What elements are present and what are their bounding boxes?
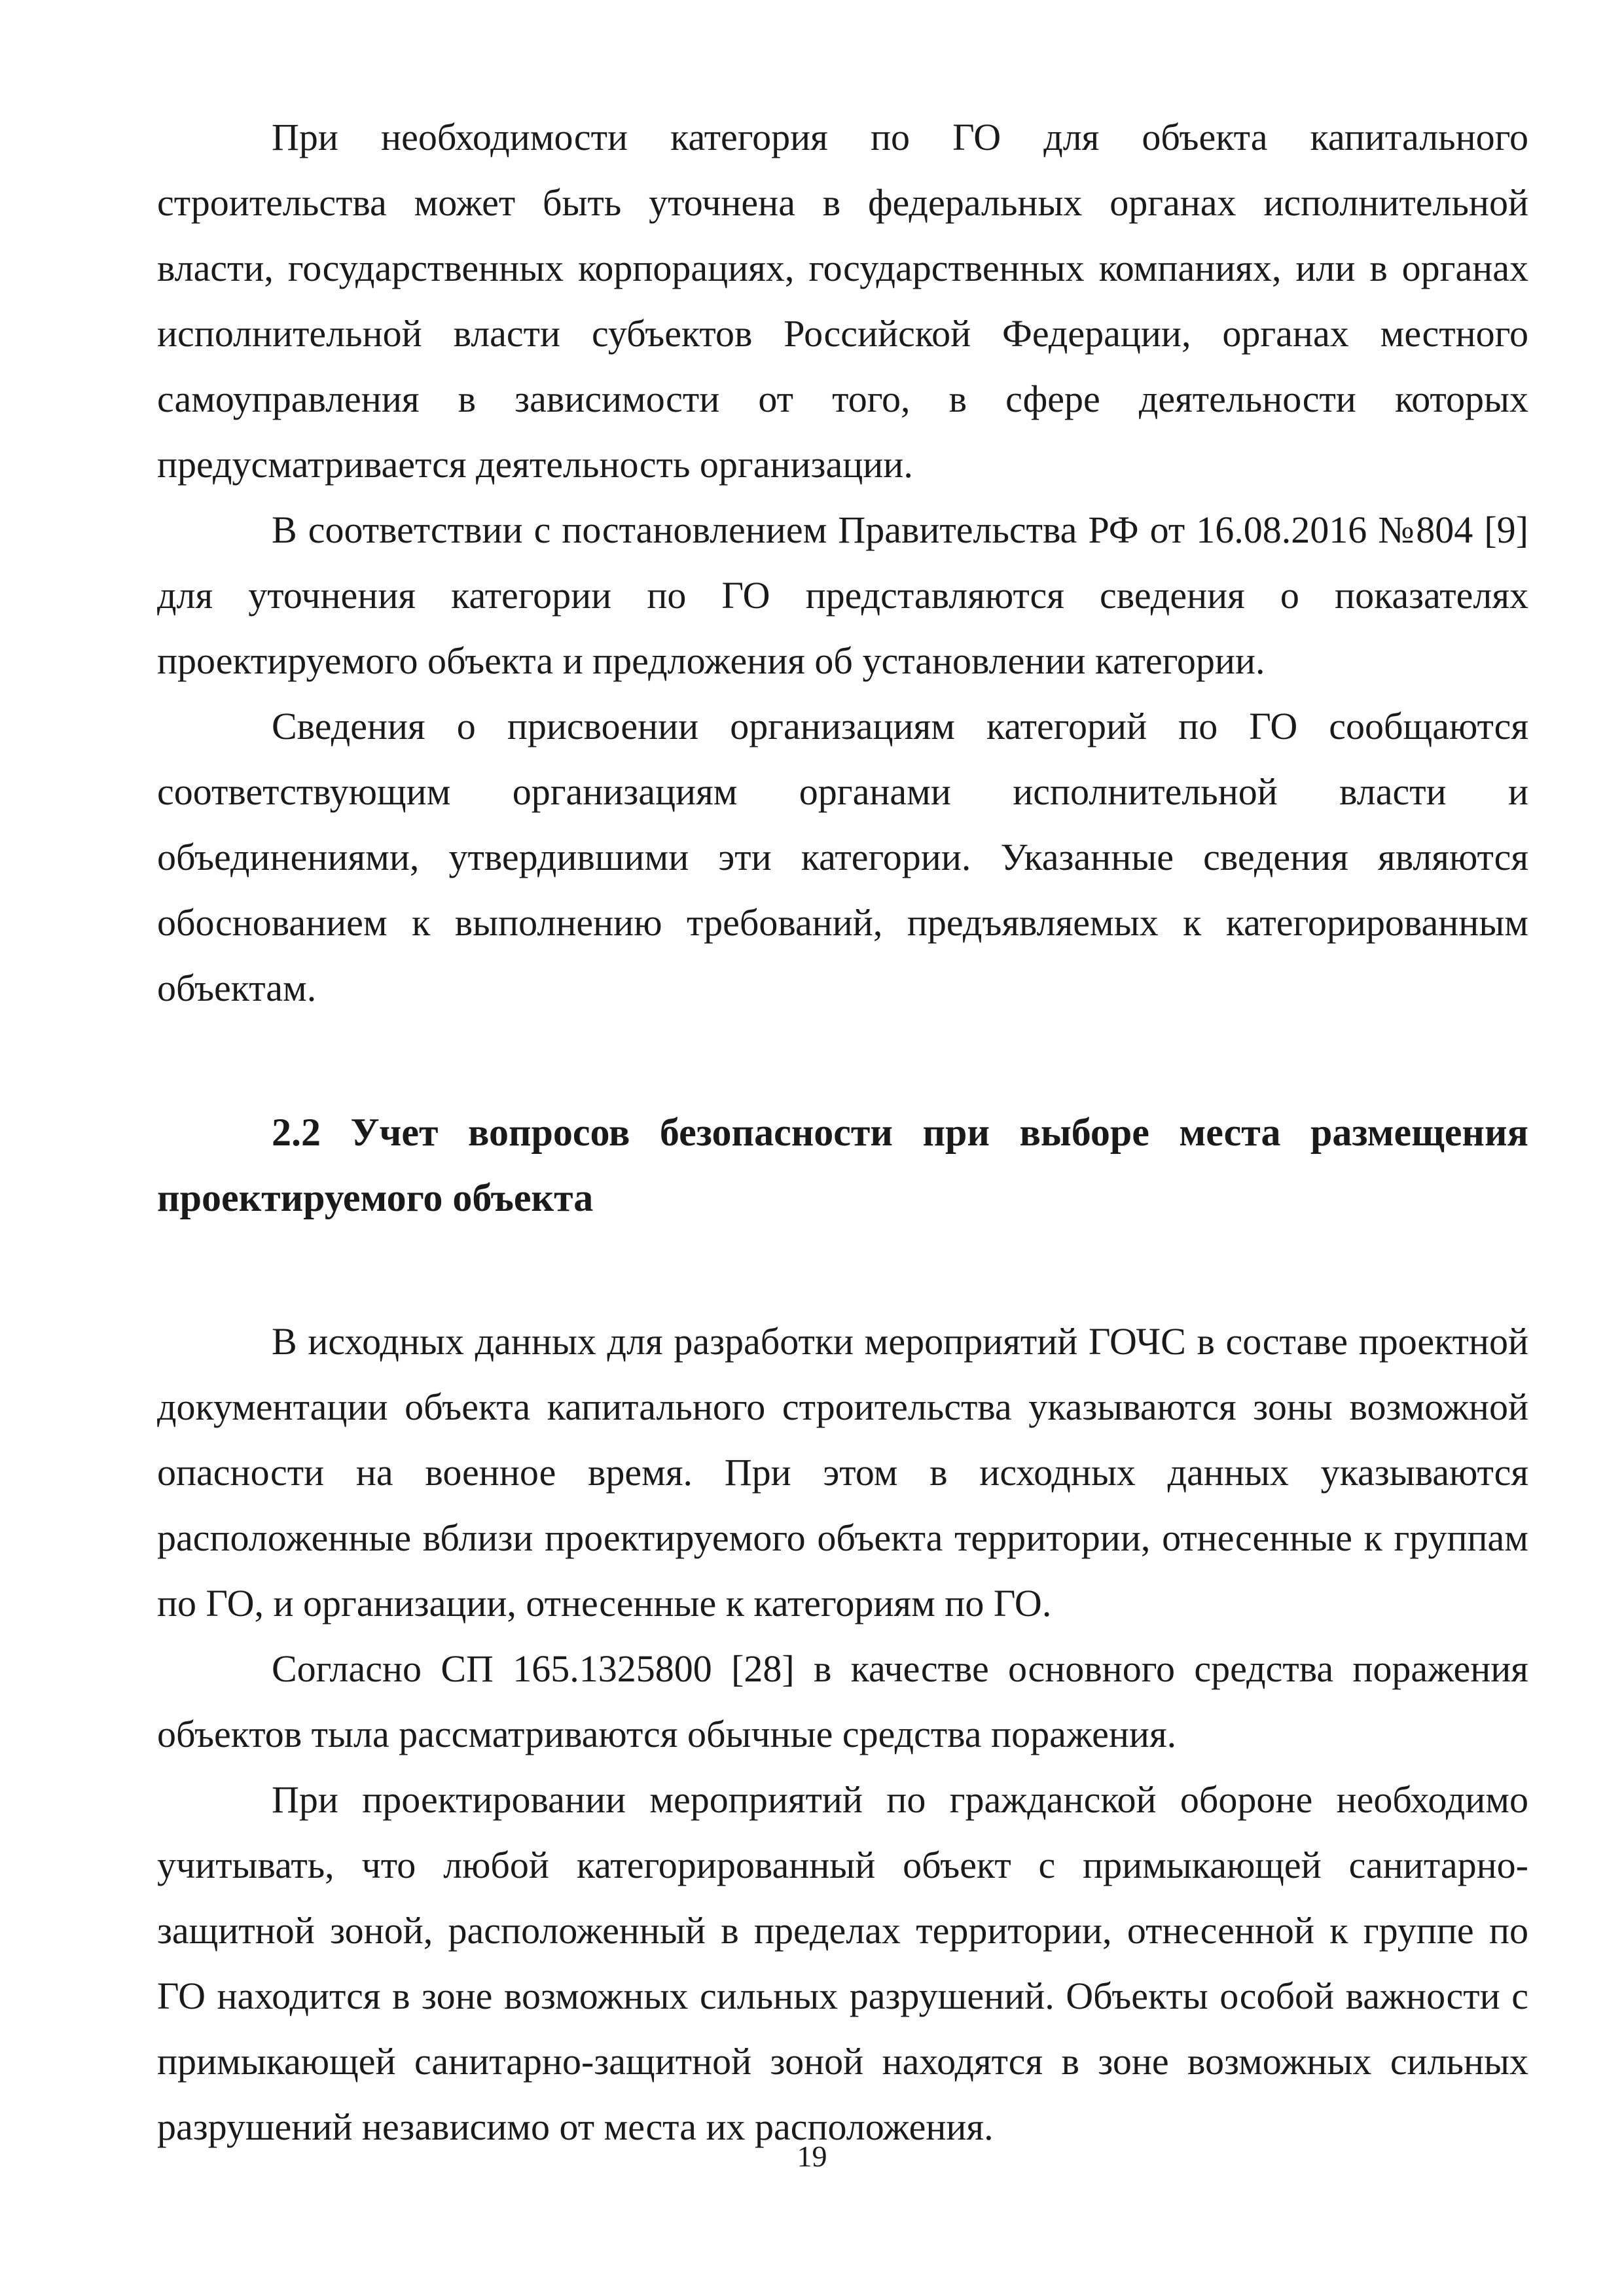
page-content bbox=[157, 105, 1528, 2160]
paragraph-initial-data: В исходных данных для разработки мероприятий ГОЧС в составе проектной документации объекта капитального строительства указываются зоны возможной опасности на военное время. При этом в исходных данных указываются расположенные вблизи проектируемого объекта территории, отнесенные к группам по ГО, и организации, отнесенные к категориям по ГО. bbox=[157, 1320, 1528, 1624]
section-heading: 2.2 Учет вопросов безопасности при выборе места размещения проектируемого объекта bbox=[157, 1111, 1528, 1219]
paragraph-design-considerations: При проектировании мероприятий по гражданской обороне необходимо учитывать, что любой категорированный объект с примыкающей санитарно-защитной зоной, расположенный в пределах территории, отнесенной к группе по ГО находится в зоне возможных сильных разрушений. Объекты особой важности с примыкающей санитарно-защитной зоной находятся в зоне возможных сильных разрушений независимо от места их расположения. bbox=[157, 1778, 1528, 2148]
paragraph-sp-reference: Согласно СП 165.1325800 [28] в качестве основного средства поражения объектов тыла рассматриваются обычные средства поражения. bbox=[157, 1647, 1528, 1755]
paragraph-category-notification: Сведения о присвоении организациям категорий по ГО сообщаются соответствующим организациям органами исполнительной власти и объединениями, утвердившими эти категории. Указанные сведения являются обоснованием к выполнению требований, предъявляемых к категорированным объектам. bbox=[157, 705, 1528, 1009]
page-number: 19 bbox=[797, 2140, 827, 2173]
paragraph-government-decree: В соответствии с постановлением Правительства РФ от 16.08.2016 №804 [9] для уточнения категории по ГО представляются сведения о показателях проектируемого объекта и предложения об установлении категории. bbox=[157, 509, 1528, 682]
paragraph-category-clarification: При необходимости категория по ГО для объекта капитального строительства может быть уточнена в федеральных органах исполнительной власти, государственных корпорациях, государственных компаниях, или в органах исполнительной власти субъектов Российской Федерации, органах местного самоуправления в зависимости от того, в сфере деятельности которых предусматривается деятельность организации. bbox=[157, 116, 1528, 486]
